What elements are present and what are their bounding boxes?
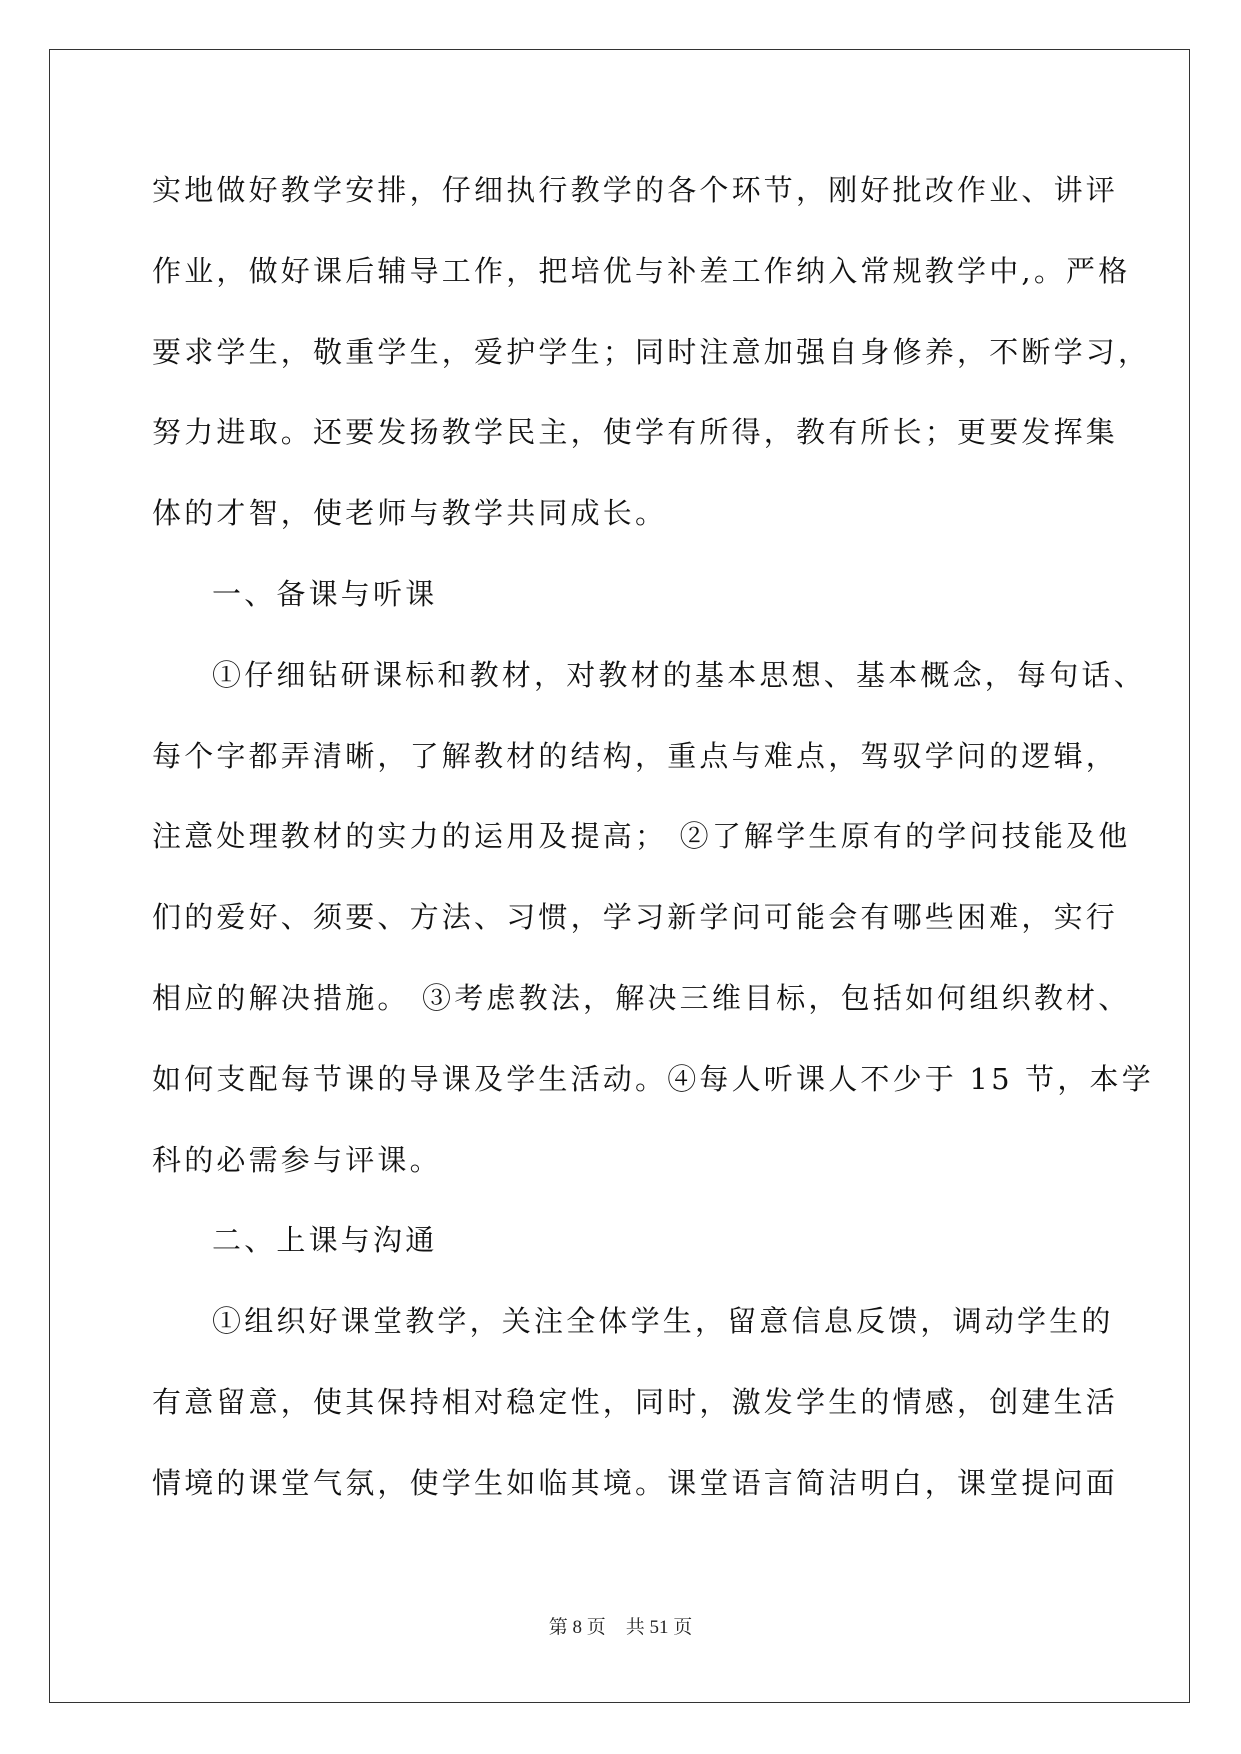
text-line: 科的必需参与评课。	[152, 1142, 442, 1177]
text-line: 情境的课堂气氛，使学生如临其境。课堂语言简洁明白，课堂提问面	[152, 1465, 1119, 1500]
text-line: 体的才智，使老师与教学共同成长。	[152, 496, 668, 531]
section-heading-2: 二、上课与沟通	[212, 1223, 438, 1258]
text-line: 如何支配每节课的导课及学生活动。④每人听课人不少于 15 节，本学	[152, 1061, 1154, 1096]
document-body	[152, 160, 1154, 1534]
text-line: 要求学生，敬重学生，爱护学生；同时注意加强自身修养，不断学习，	[152, 334, 1151, 369]
total-pages: 共 51 页	[625, 1617, 693, 1638]
text-line: 们的爱好、须要、方法、习惯，学习新学问可能会有哪些困难，实行	[152, 900, 1119, 935]
text-line: ①仔细钻研课标和教材，对教材的基本思想、基本概念，每句话、	[212, 657, 1146, 692]
text-line: 努力进取。还要发扬教学民主，使学有所得，教有所长；更要发挥集	[152, 415, 1119, 450]
page-footer	[0, 1612, 1241, 1639]
text-line: 相应的解决措施。 ③考虑教法，解决三维目标，包括如何组织教材、	[152, 980, 1131, 1015]
text-line: 实地做好教学安排，仔细执行教学的各个环节，刚好批改作业、讲评	[152, 173, 1119, 207]
text-line: 作业，做好课后辅导工作，把培优与补差工作纳入常规教学中,。严格	[152, 253, 1131, 288]
text-line: 每个字都弄清晰，了解教材的结构，重点与难点，驾驭学问的逻辑，	[152, 738, 1119, 773]
text-line: 有意留意，使其保持相对稳定性，同时，激发学生的情感，创建生活	[152, 1384, 1119, 1419]
page-number: 第 8 页	[548, 1617, 606, 1638]
text-line: ①组织好课堂教学，关注全体学生，留意信息反馈，调动学生的	[212, 1304, 1114, 1339]
text-line: 注意处理教材的实力的运用及提高； ②了解学生原有的学问技能及他	[152, 819, 1131, 854]
section-heading-1: 一、备课与听课	[212, 576, 438, 611]
